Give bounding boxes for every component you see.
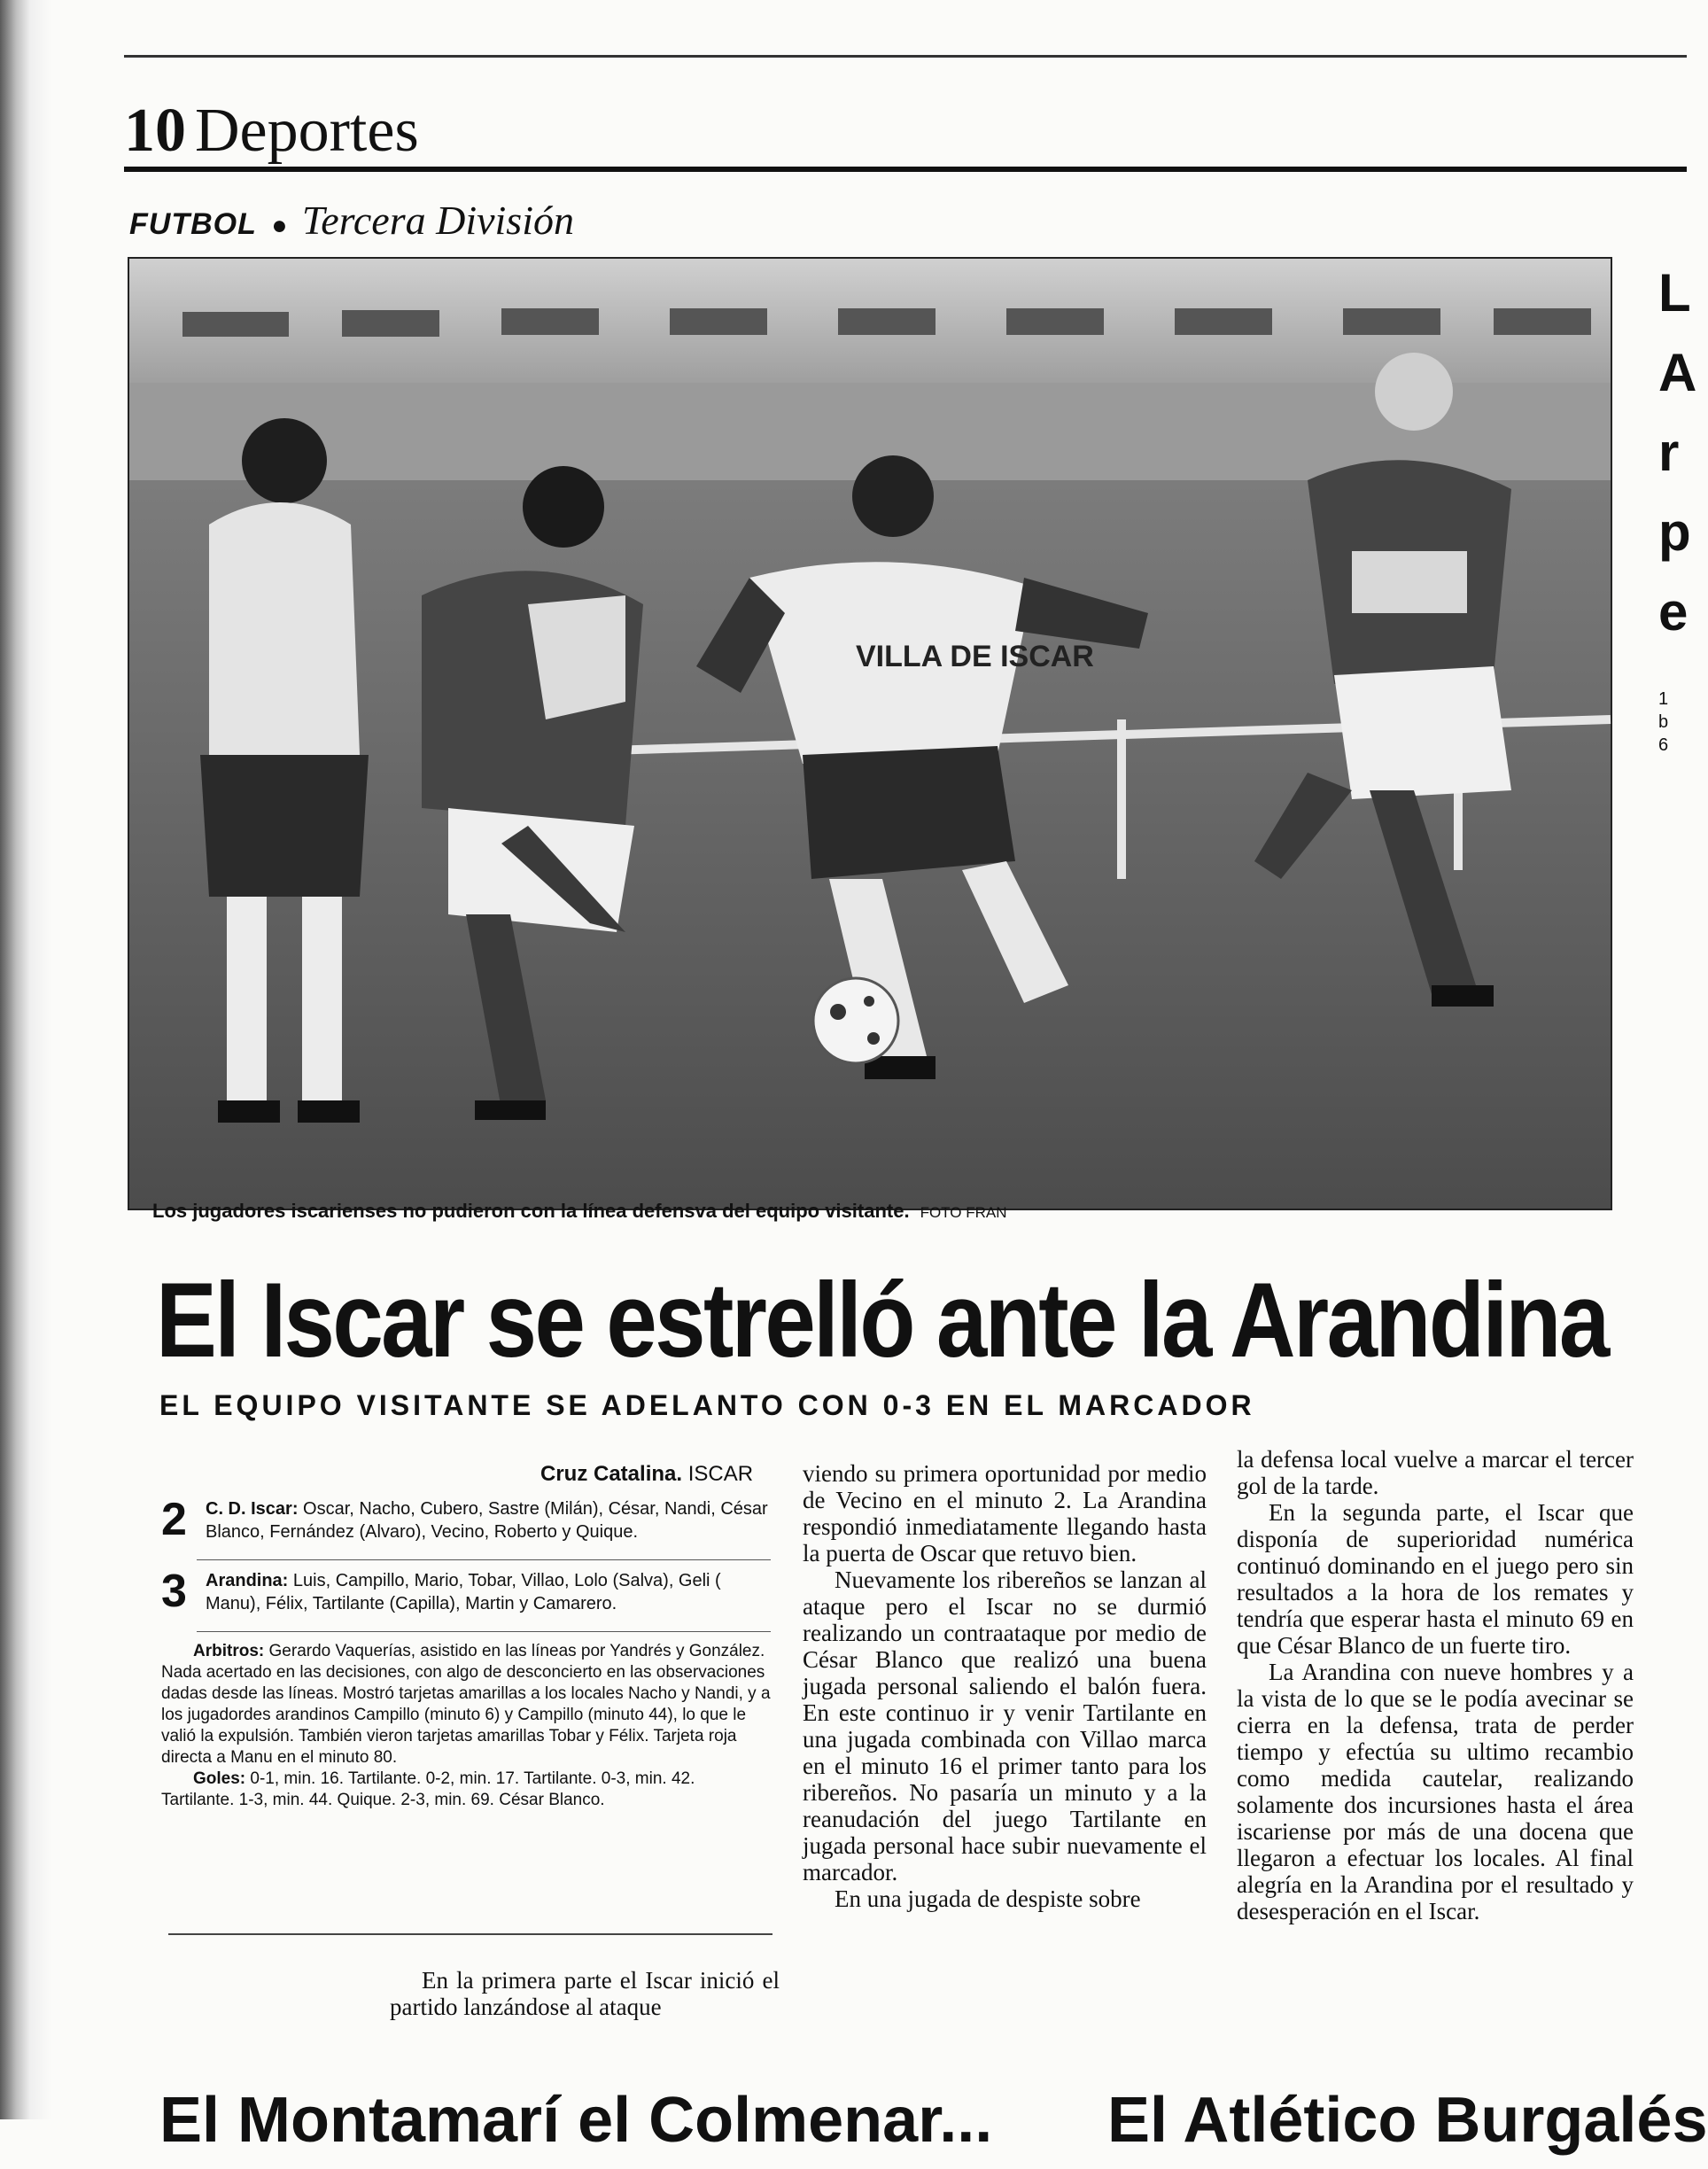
adjacent-article-edge [1658, 253, 1697, 1263]
next-headline-2: El Atlético Burgalés [1107, 2085, 1708, 2156]
headline: El Iscar se estrelló ante la Arandina [156, 1261, 1608, 1380]
photo-credit: FOTO FRAN [920, 1204, 1007, 1221]
referees-text: Gerardo Vaquerías, asistido en las líneas por Yandrés y González. Nada acertado en las decisiones, con algo de desconcierto en las observaciones dadas desde las líneas. Mostró tarjetas amarillas a los locales Nacho y Nandi, y a los jugadordes arandinos Campillo (minuto 6) y Campillo (minuto 44), lo que le valió la expulsión. También vieron tarjetas amarillas Tobar y Félix. Tarjeta roja directa a Manu en el minuto 80. [161, 1642, 771, 1767]
paragraph: La Arandina con nueve hombres y a la vista de lo que se le podía avecinar se cierra en la defensa, trata de perder tiempo y efectúa su ultimo recambio como medida cautelar, realizando solamente dos incursiones hasta el área iscariense por más de una docena que llegaron a efectuar los locales. Al final alegría en la Arandina por el resultado y desesperación en el Iscar. [1237, 1659, 1634, 1924]
lineup-away [161, 1566, 771, 1622]
header-rule [124, 167, 1687, 172]
top-rule [124, 55, 1687, 58]
paragraph: En una jugada de despiste sobre [835, 1885, 1141, 1912]
article-column-1 [390, 1967, 780, 2020]
goals-text: 0-1, min. 16. Tartilante. 0-2, min. 17. Tartilante. 0-3, min. 42. Tartilante. 1-3, min. 44. Quique. 2-3, min. 69. César Blanco. [161, 1769, 695, 1809]
cropped-heading-letters: L A r p e [1658, 263, 1697, 641]
paragraph: En la primera parte el Iscar inició el partido lanzándose al ataque [390, 1967, 780, 2020]
paragraph: En la segunda parte, el Iscar que disponía de superioridad numérica continuó dominando en el juego pero sin resultados a la hora de los remates y tendría que esperar hasta el minuto 69 en que César Blanco de un fuerte tiro. [1237, 1499, 1634, 1659]
score-away: 3 [161, 1566, 187, 1617]
divider [197, 1559, 771, 1560]
players-away: Luis, Campillo, Mario, Tobar, Villao, Lolo (Salva), Geli ( Manu), Félix, Tartilante (Capilla), Martin y Camarero. [206, 1571, 721, 1613]
jersey-text: VILLA DE ISCAR [856, 640, 1094, 673]
bullet-icon: ● [271, 211, 288, 240]
match-photo-illustration [129, 259, 1611, 1209]
match-info-box [161, 1494, 771, 1811]
ball-icon [813, 978, 898, 1063]
info-bottom-rule [168, 1933, 772, 1935]
lineup-home [161, 1494, 771, 1551]
goals-note [161, 1769, 771, 1811]
scan-binding-shadow [0, 0, 51, 2119]
team-name-away: Arandina: [206, 1571, 289, 1590]
paragraph: Nuevamente los ribereños se lanzan al ataque pero el Iscar no se durmió realizando un contraataque por medio de César Blanco que realizó una buena jugada personal saliendo el balón fuera. En este continuo ir y venir Tartilante en una jugada combinada con Villao marca en el minuto 16 el primer tanto para los ribereños. No pasaría un minuto y a la reanudación del juego Tartilante en jugada personal hace subir nuevamente el marcador. [803, 1566, 1207, 1885]
next-article-headlines [159, 2072, 1708, 2156]
photo-caption [152, 1200, 1006, 1223]
subheadline: EL EQUIPO VISITANTE SE ADELANTO CON 0-3 EN EL MARCADOR [159, 1389, 1255, 1421]
article-column-3 [1237, 1446, 1634, 1924]
match-photo [128, 257, 1612, 1210]
team-name-home: C. D. Iscar: [206, 1499, 299, 1519]
section-title: Deportes [195, 97, 419, 165]
page-number: 10 [124, 97, 186, 165]
score-home: 2 [161, 1494, 187, 1545]
referees-label: Arbitros: [193, 1642, 265, 1660]
paragraph: viendo su primera oportunidad por medio de Vecino en el minuto 2. La Arandina respondió inmediatamente llegando hasta la puerta de Oscar que retuvo bien. [803, 1460, 1207, 1566]
referees-note [161, 1641, 771, 1769]
page-header [124, 92, 1687, 170]
next-headline-1: El Montamarí el Colmenar... [159, 2085, 993, 2156]
article-column-2 [803, 1460, 1207, 1912]
byline [540, 1462, 753, 1487]
divider [197, 1631, 771, 1632]
paragraph: la defensa local vuelve a marcar el tercer gol de la tarde. [1237, 1446, 1634, 1499]
byline-author: Cruz Catalina. [540, 1462, 683, 1486]
kicker-division: Tercera División [301, 198, 574, 243]
goals-label: Goles: [193, 1769, 246, 1788]
caption-text: Los jugadores iscarienses no pudieron con la línea defensva del equipo visitante. [152, 1200, 910, 1222]
kicker [129, 197, 574, 244]
kicker-sport: FUTBOL [129, 207, 257, 241]
byline-place: ISCAR [687, 1462, 754, 1486]
players-home: Oscar, Nacho, Cubero, Sastre (Milán), César, Nandi, César Blanco, Fernández (Alvaro), Vecino, Roberto y Quique. [206, 1499, 768, 1542]
cropped-text: 1 b 6 [1658, 689, 1669, 755]
